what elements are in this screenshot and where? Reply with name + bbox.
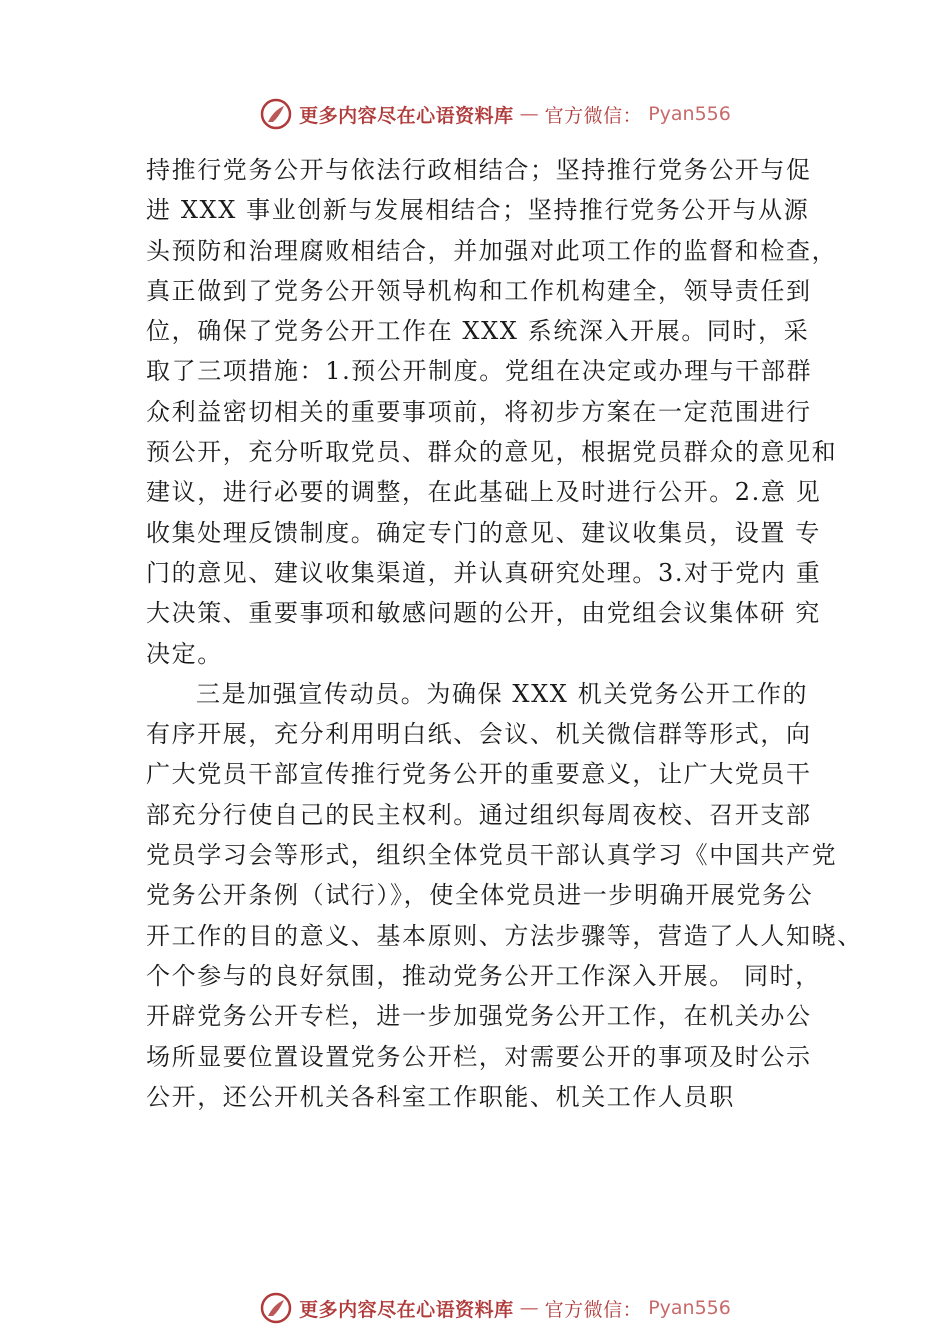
banner-content	[259, 97, 731, 131]
text-line: 党员学习会等形式，组织全体党员干部认真学习《中国共产党	[146, 841, 838, 870]
text-line: 决定。	[146, 639, 223, 668]
banner-separator: —	[519, 1297, 539, 1319]
banner-content	[259, 1291, 731, 1325]
text-line: 有序开展，充分利用明白纸、会议、机关微信群等形式，向	[146, 720, 812, 749]
banner-title: 更多内容尽在心语资料库	[299, 1298, 514, 1321]
text-line: 党务公开条例（试行）》，使全体党员进一步明确开展党务公	[146, 881, 814, 910]
header-banner	[0, 94, 950, 134]
banner-wechat-label: 官方微信：	[544, 104, 643, 127]
text-line: 收集处理反馈制度。确定专门的意见、建议收集员，设置 专	[146, 518, 821, 547]
text-line: 进 XXX 事业创新与发展相结合；坚持推行党务公开与从源	[146, 196, 810, 225]
text-line: 持推行党务公开与依法行政相结合；坚持推行党务公开与促	[146, 156, 812, 184]
banner-title: 更多内容尽在心语资料库	[299, 104, 514, 127]
paragraph-start-line: 三是加强宣传动员。为确保 XXX 机关党务公开工作的	[196, 679, 809, 708]
text-line: 开工作的目的意义、基本原则、方法步骤等，营造了人人知晓、	[146, 921, 863, 950]
banner-separator: —	[519, 103, 539, 125]
text-line: 预公开，充分听取党员、群众的意见，根据党员群众的意见和	[146, 438, 838, 467]
text-line: 门的意见、建议收集渠道，并认真研究处理。3.对于党内 重	[146, 558, 822, 587]
text-line: 众利益密切相关的重要事项前，将初步方案在一定范围进行	[146, 397, 812, 426]
text-line: 真正做到了党务公开领导机构和工作机构建全，领导责任到	[146, 276, 812, 305]
text-line: 头预防和治理腐败相结合，并加强对此项工作的监督和检查，	[146, 236, 838, 265]
text-line: 取了三项措施：1.预公开制度。党组在决定或办理与干部群	[146, 357, 813, 386]
text-line: 广大党员干部宣传推行党务公开的重要意义，让广大党员干	[146, 760, 812, 789]
text-line: 大决策、重要事项和敏感问题的公开，由党组会议集体研 究	[146, 599, 821, 628]
text-line: 个个参与的良好氛围，推动党务公开工作深入开展。 同时，	[146, 961, 821, 990]
text-line: 场所显要位置设置党务公开栏，对需要公开的事项及时公示	[146, 1042, 812, 1071]
quill-seal-icon	[259, 1291, 293, 1325]
text-line: 公开，还公开机关各科室工作职能、机关工作人员职	[146, 1082, 735, 1111]
text-line: 位，确保了党务公开工作在 XXX 系统深入开展。同时，采	[146, 317, 810, 346]
quill-seal-icon	[259, 97, 293, 131]
text-line: 开辟党务公开专栏，进一步加强党务公开工作，在机关办公	[146, 1002, 812, 1031]
text-line: 部充分行使自己的民主权利。通过组织每周夜校、召开支部	[146, 800, 812, 829]
footer-banner	[0, 1288, 950, 1328]
text-line: 建议，进行必要的调整，在此基础上及时进行公开。2.意 见	[146, 478, 822, 507]
document-body	[146, 150, 863, 1117]
banner-wechat-label: 官方微信：	[544, 1298, 643, 1321]
banner-wechat-id: Pyan556	[648, 1297, 731, 1319]
banner-wechat-id: Pyan556	[648, 103, 731, 125]
